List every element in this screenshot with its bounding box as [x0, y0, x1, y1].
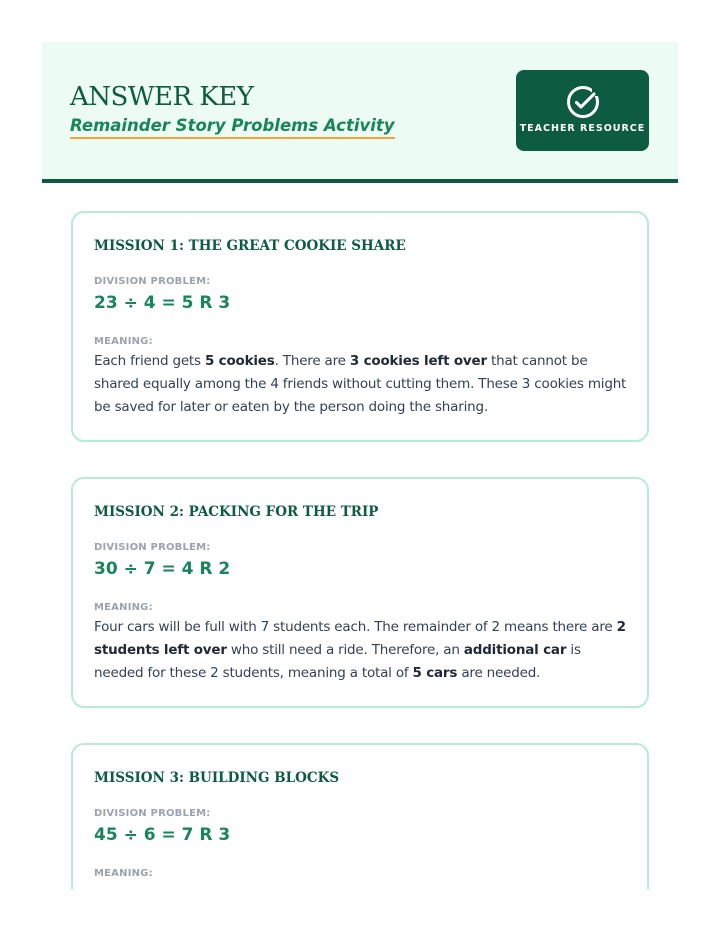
meaning-text [94, 616, 630, 685]
meaning-label: MEANING: [94, 602, 153, 613]
meaning-emphasis: additional car [463, 642, 567, 658]
division-problem-label: DIVISION PROBLEM: [94, 808, 211, 819]
division-equation: 23 ÷ 4 = 5 R 3 [94, 293, 231, 313]
mission-title: MISSION 1: THE GREAT COOKIE SHARE [94, 238, 406, 254]
meaning-text [94, 350, 630, 419]
badge-label: TEACHER RESOURCE [519, 123, 646, 134]
meaning-run: Four cars will be full with 7 students each. The remainder of 2 means there are [94, 619, 617, 635]
mission-title: MISSION 2: PACKING FOR THE TRIP [94, 504, 379, 520]
meaning-emphasis: 5 cookies [204, 353, 275, 369]
check-circle-icon [566, 85, 600, 119]
meaning-run: Each friend gets [94, 353, 205, 369]
meaning-run: are needed. [457, 665, 541, 681]
division-equation: 45 ÷ 6 = 7 R 3 [94, 825, 231, 845]
meaning-emphasis: 2 students left over [94, 619, 626, 658]
meaning-run: who still need a ride. Therefore, an [226, 642, 464, 658]
mission-title: MISSION 3: BUILDING BLOCKS [94, 770, 340, 786]
mission-card [71, 211, 649, 442]
mission-card [71, 743, 649, 889]
division-problem-label: DIVISION PROBLEM: [94, 542, 211, 553]
meaning-run: . There are [274, 353, 350, 369]
page-title: ANSWER KEY [70, 82, 254, 112]
meaning-emphasis: 5 cars [412, 665, 458, 681]
missions-list [0, 200, 720, 889]
meaning-run: that cannot be shared equally among the 4 friends without cutting them. These 3 cookies might be saved for later or eaten by the person doing the sharing. [94, 353, 627, 415]
meaning-label: MEANING: [94, 868, 153, 879]
meaning-emphasis: 3 cookies left over [349, 353, 487, 369]
page-subtitle: Remainder Story Problems Activity [70, 116, 395, 139]
division-equation: 30 ÷ 7 = 4 R 2 [94, 559, 231, 579]
mission-card [71, 477, 649, 708]
meaning-label: MEANING: [94, 336, 153, 347]
meaning-run: is needed for these 2 students, meaning a total of [94, 642, 581, 681]
division-problem-label: DIVISION PROBLEM: [94, 276, 211, 287]
teacher-resource-badge [516, 70, 649, 151]
page-header [42, 42, 678, 183]
